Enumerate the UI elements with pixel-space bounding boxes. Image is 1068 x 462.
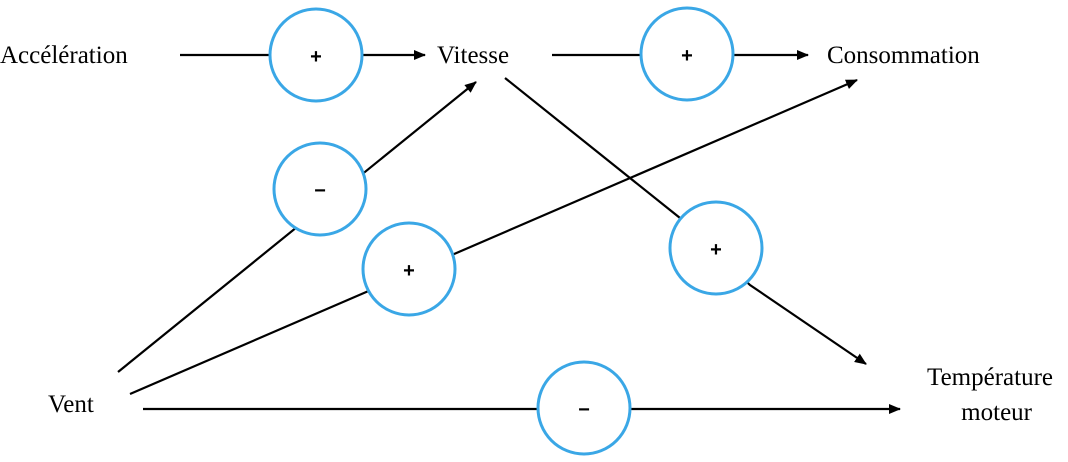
sign-vitesse-consommation xyxy=(641,8,733,100)
sign-vent-vitesse xyxy=(274,143,366,235)
sign-label: − xyxy=(578,399,590,421)
node-vitesse: Vitesse xyxy=(437,42,510,69)
node-consommation: Consommation xyxy=(827,42,980,69)
node-vent: Vent xyxy=(48,391,94,418)
sign-vent-consommation xyxy=(363,223,455,315)
sign-label: + xyxy=(310,46,322,68)
sign-acceleration-vitesse xyxy=(270,9,362,101)
sign-vent-temperature xyxy=(538,362,630,454)
node-acceleration: Accélération xyxy=(0,42,128,69)
sign-label: + xyxy=(403,260,415,282)
node-temperature-line1: Température xyxy=(927,364,1053,391)
sign-vitesse-temperature xyxy=(670,202,762,294)
sign-label: − xyxy=(314,180,326,202)
sign-label: + xyxy=(681,45,693,67)
node-temperature-line2: moteur xyxy=(961,399,1032,426)
sign-label: + xyxy=(710,239,722,261)
